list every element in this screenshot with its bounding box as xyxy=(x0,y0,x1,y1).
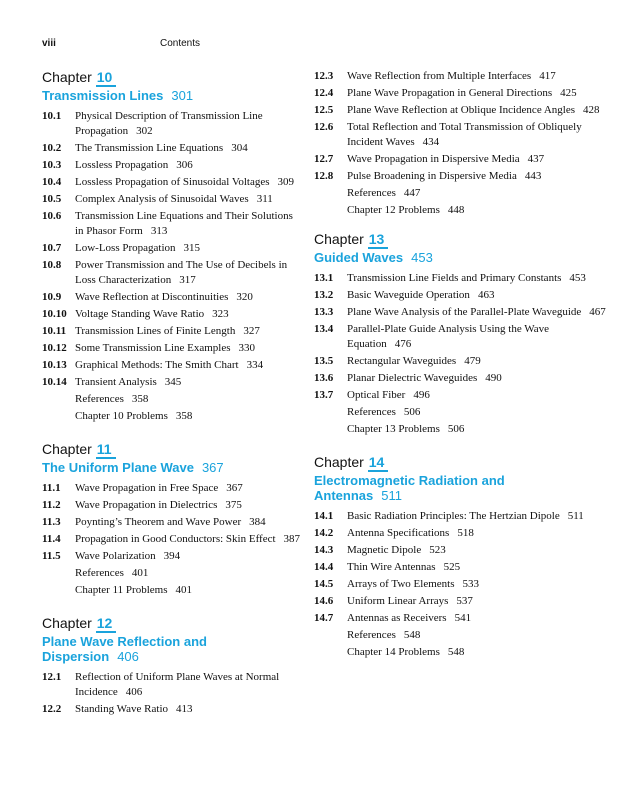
chapter-10 xyxy=(42,69,304,424)
chapter-number: 11 xyxy=(96,441,116,459)
toc-entry[interactable]: 10.6 Transmission Line Equations and Their Solutions in Phasor Form 313 xyxy=(42,210,293,237)
toc-problems[interactable]: Chapter 10 Problems 358 xyxy=(75,410,193,422)
chapter-heading: Chapter 13 xyxy=(314,231,614,248)
toc-entry[interactable]: 10.1 Physical Description of Transmission Line Propagation 302 xyxy=(42,110,263,137)
toc-entry[interactable]: 11.2 Wave Propagation in Dielectrics 375 xyxy=(42,499,242,511)
chapter-heading: Chapter 14 xyxy=(314,454,614,471)
toc-entry[interactable]: 10.5 Complex Analysis of Sinusoidal Waves 311 xyxy=(42,193,273,205)
toc-entry[interactable]: 10.8 Power Transmission and The Use of Decibels in Loss Characterization 317 xyxy=(42,259,288,286)
toc-entry[interactable]: 10.13 Graphical Methods: The Smith Chart 334 xyxy=(42,359,264,371)
toc-entry[interactable]: 11.5 Wave Polarization 394 xyxy=(42,550,181,562)
section-list xyxy=(314,69,614,218)
toc-entry[interactable]: 10.7 Low-Loss Propagation 315 xyxy=(42,242,201,254)
toc-entry[interactable]: 14.3 Magnetic Dipole 523 xyxy=(314,544,446,556)
toc-entry[interactable]: 13.3 Plane Wave Analysis of the Parallel-Plate Waveguide 467 xyxy=(314,306,606,318)
chapter-page: 367 xyxy=(201,460,224,475)
toc-entry[interactable]: 14.6 Uniform Linear Arrays 537 xyxy=(314,595,473,607)
section-list xyxy=(314,271,614,437)
running-header xyxy=(42,38,201,49)
toc-entry[interactable]: 12.7 Wave Propagation in Dispersive Media 437 xyxy=(314,153,545,165)
toc-problems[interactable]: Chapter 14 Problems 548 xyxy=(347,646,465,658)
toc-entry[interactable]: 13.7 Optical Fiber 496 xyxy=(314,389,430,401)
page-number: viii xyxy=(42,38,56,49)
section-list xyxy=(42,109,304,424)
toc-entry[interactable]: 12.6 Total Reflection and Total Transmission of Obliquely Incident Waves 434 xyxy=(314,121,582,148)
toc-entry[interactable]: 14.5 Arrays of Two Elements 533 xyxy=(314,578,479,590)
toc-problems[interactable]: Chapter 13 Problems 506 xyxy=(347,423,465,435)
chapter-page: 453 xyxy=(411,250,433,265)
chapter-14 xyxy=(314,454,614,660)
toc-entry[interactable]: 13.6 Planar Dielectric Waveguides 490 xyxy=(314,372,502,384)
chapter-number: 12 xyxy=(96,615,117,633)
chapter-11 xyxy=(42,441,304,598)
right-column xyxy=(314,69,614,666)
toc-entry[interactable]: 10.2 The Transmission Line Equations 304 xyxy=(42,142,248,154)
toc-entry[interactable]: 14.1 Basic Radiation Principles: The Hertzian Dipole 511 xyxy=(314,510,584,522)
toc-entry[interactable]: 12.8 Pulse Broadening in Dispersive Media 443 xyxy=(314,170,542,182)
toc-references[interactable]: References 548 xyxy=(347,629,421,641)
toc-entry[interactable]: 12.1 Reflection of Uniform Plane Waves at Normal Incidence 406 xyxy=(42,671,280,698)
toc-entry[interactable]: 10.3 Lossless Propagation 306 xyxy=(42,159,193,171)
chapter-12 xyxy=(42,615,304,717)
chapter-title[interactable]: Plane Wave Reflection and Dispersion 406 xyxy=(42,634,207,664)
toc-entry[interactable]: 12.4 Plane Wave Propagation in General Directions 425 xyxy=(314,87,577,99)
toc-entry[interactable]: 10.9 Wave Reflection at Discontinuities 320 xyxy=(42,291,253,303)
chapter-page: 511 xyxy=(381,488,402,503)
left-column xyxy=(42,69,304,723)
toc-entry[interactable]: 13.4 Parallel-Plate Guide Analysis Using the Wave Equation 476 xyxy=(314,323,550,350)
toc-references[interactable]: References 358 xyxy=(75,393,149,405)
toc-entry[interactable]: 10.10 Voltage Standing Wave Ratio 323 xyxy=(42,308,229,320)
toc-entry[interactable]: 12.5 Plane Wave Reflection at Oblique Incidence Angles 428 xyxy=(314,104,600,116)
toc-entry[interactable]: 10.14 Transient Analysis 345 xyxy=(42,376,182,388)
toc-entry[interactable]: 14.7 Antennas as Receivers 541 xyxy=(314,612,472,624)
chapter-heading: Chapter 10 xyxy=(42,69,304,86)
section-list xyxy=(42,670,304,717)
chapter-title[interactable]: The Uniform Plane Wave 367 xyxy=(42,460,224,475)
toc-references[interactable]: References 506 xyxy=(347,406,421,418)
section-list xyxy=(42,481,304,598)
toc-problems[interactable]: Chapter 12 Problems 448 xyxy=(347,204,465,216)
chapter-13 xyxy=(314,231,614,437)
chapter-title[interactable]: Transmission Lines 301 xyxy=(42,88,194,103)
toc-entry[interactable]: 10.12 Some Transmission Line Examples 330 xyxy=(42,342,256,354)
toc-entry[interactable]: 13.1 Transmission Line Fields and Primary Constants 453 xyxy=(314,272,586,284)
toc-problems[interactable]: Chapter 11 Problems 401 xyxy=(75,584,192,596)
chapter-title[interactable]: Guided Waves 453 xyxy=(314,250,433,265)
toc-entry[interactable]: 12.2 Standing Wave Ratio 413 xyxy=(42,703,193,715)
chapter-title[interactable]: Electromagnetic Radiation and Antennas 511 xyxy=(314,473,505,503)
toc-entry[interactable]: 11.3 Poynting’s Theorem and Wave Power 384 xyxy=(42,516,266,528)
chapter-number: 14 xyxy=(368,454,389,472)
chapter-number: 10 xyxy=(96,69,117,87)
chapter-page: 301 xyxy=(171,88,194,103)
toc-entry[interactable]: 11.1 Wave Propagation in Free Space 367 xyxy=(42,482,243,494)
toc-entry[interactable]: 11.4 Propagation in Good Conductors: Skin Effect 387 xyxy=(42,533,301,545)
toc-entry[interactable]: 10.11 Transmission Lines of Finite Length 327 xyxy=(42,325,260,337)
chapter-number: 13 xyxy=(368,231,389,249)
chapter-heading: Chapter 12 xyxy=(42,615,304,632)
toc-entry[interactable]: 12.3 Wave Reflection from Multiple Interfaces 417 xyxy=(314,70,556,82)
toc-entry[interactable]: 13.2 Basic Waveguide Operation 463 xyxy=(314,289,495,301)
toc-references[interactable]: References 401 xyxy=(75,567,149,579)
chapter-page: 406 xyxy=(117,649,139,664)
toc-entry[interactable]: 14.4 Thin Wire Antennas 525 xyxy=(314,561,461,573)
toc-entry[interactable]: 14.2 Antenna Specifications 518 xyxy=(314,527,474,539)
toc-entry[interactable]: 10.4 Lossless Propagation of Sinusoidal Voltages 309 xyxy=(42,176,295,188)
chapter-heading: Chapter 11 xyxy=(42,441,304,458)
toc-entry[interactable]: 13.5 Rectangular Waveguides 479 xyxy=(314,355,481,367)
section-list xyxy=(314,509,614,660)
running-title: Contents xyxy=(160,38,201,49)
toc-references[interactable]: References 447 xyxy=(347,187,421,199)
